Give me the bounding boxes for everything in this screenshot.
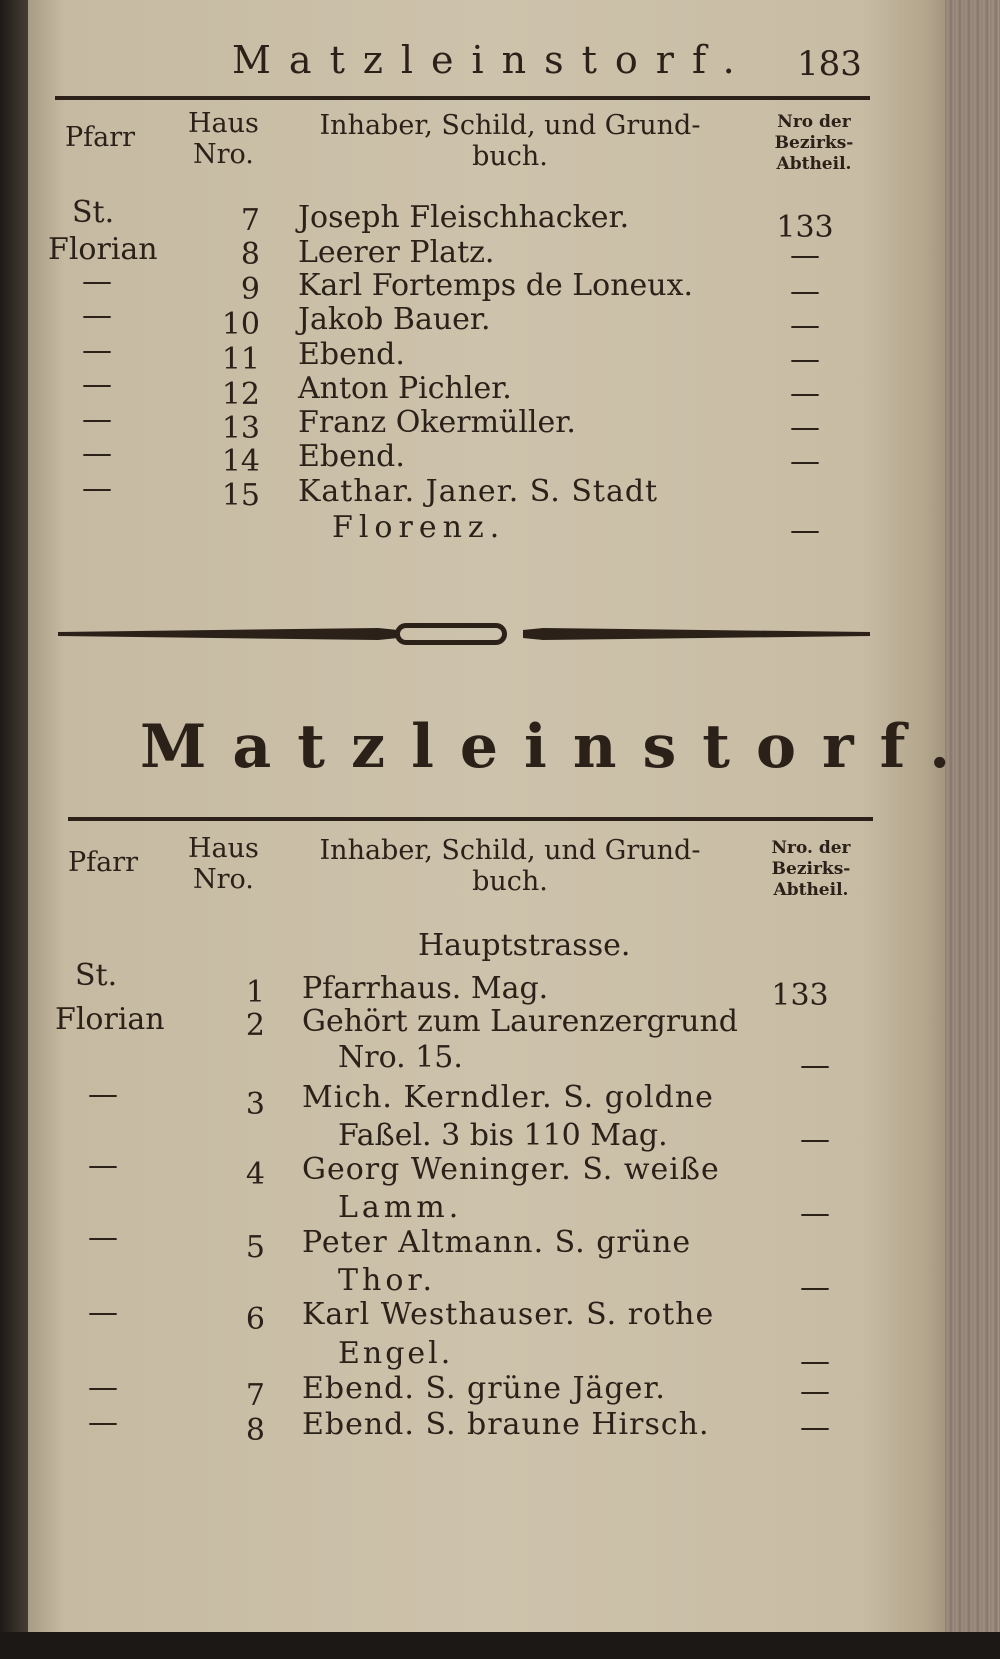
top-row-3-dist: — bbox=[790, 274, 820, 309]
page-bottom-edge bbox=[0, 1632, 1000, 1659]
bottom-row-4-dist: — bbox=[800, 1196, 830, 1231]
top-row-9-name-continued: Florenz. bbox=[332, 510, 506, 545]
bottom-row-7-name: Ebend. S. grüne Jäger. bbox=[302, 1371, 666, 1406]
bottom-row-6-name-continued: Engel. bbox=[338, 1336, 454, 1371]
bottom-row-2-parish: Florian bbox=[55, 1002, 165, 1037]
top-row-9-parish: — bbox=[82, 471, 112, 506]
divider-right-bar bbox=[523, 628, 870, 640]
col-header-owner-line1: Inhaber, Schild, und Grund- bbox=[319, 110, 701, 141]
col-header-owner-2-line2: buch. bbox=[472, 866, 548, 897]
bottom-row-3-name: Mich. Kerndler. S. goldne bbox=[302, 1080, 714, 1115]
top-row-7-parish: — bbox=[82, 402, 112, 437]
bottom-row-2-name: Gehört zum Laurenzergrund bbox=[302, 1004, 738, 1039]
bottom-row-4-name: Georg Weninger. S. weiße bbox=[302, 1152, 720, 1187]
bottom-row-1-name: Pfarrhaus. Mag. bbox=[302, 971, 549, 1006]
top-row-1-dist: 133 bbox=[776, 210, 834, 245]
col-header-owner-line2: buch. bbox=[472, 141, 548, 172]
col-header-owner-2 bbox=[300, 835, 720, 897]
bottom-row-5-parish: — bbox=[88, 1220, 118, 1255]
bottom-row-3-parish: — bbox=[88, 1077, 118, 1112]
col-header-district-line2: Bezirks- bbox=[774, 133, 854, 153]
col-header-house-line1: Haus bbox=[188, 108, 259, 139]
top-row-7-name: Franz Okermüller. bbox=[298, 405, 576, 440]
top-row-7-dist: — bbox=[790, 410, 820, 445]
top-row-8-name: Ebend. bbox=[298, 439, 405, 474]
top-row-3-name: Karl Fortemps de Loneux. bbox=[298, 268, 694, 303]
top-row-2-dist: — bbox=[790, 238, 820, 273]
col-header-house-2-line2: Nro. bbox=[192, 864, 254, 895]
col-header-district-2-line3: Abtheil. bbox=[773, 880, 849, 900]
top-row-2-parish: Florian bbox=[48, 232, 158, 267]
top-row-1-parish: St. bbox=[72, 195, 115, 230]
bottom-row-2-name-continued: Nro. 15. bbox=[338, 1040, 463, 1075]
divider-left-bar bbox=[58, 628, 398, 640]
top-row-3-num: 9 bbox=[240, 272, 260, 307]
top-row-4-dist: — bbox=[790, 308, 820, 343]
bottom-row-6-name: Karl Westhauser. S. rothe bbox=[302, 1297, 715, 1332]
col-header-district-2-line2: Bezirks- bbox=[771, 859, 851, 879]
col-header-parish: Pfarr bbox=[65, 122, 136, 153]
top-row-8-parish: — bbox=[82, 436, 112, 471]
col-header-district-2-line1: Nro. der bbox=[771, 838, 851, 858]
page-gutter bbox=[0, 0, 30, 1659]
bottom-row-4-parish: — bbox=[88, 1148, 118, 1183]
bottom-row-8-num: 8 bbox=[245, 1413, 265, 1448]
top-row-5-parish: — bbox=[82, 333, 112, 368]
top-row-1-name: Joseph Fleischhacker. bbox=[298, 200, 630, 235]
bottom-row-1-num: 1 bbox=[245, 975, 265, 1010]
col-header-owner-2-line1: Inhaber, Schild, und Grund- bbox=[319, 835, 701, 866]
top-row-9-dist: — bbox=[790, 513, 820, 548]
bottom-row-5-dist: — bbox=[800, 1270, 830, 1305]
bottom-row-4-name-continued: Lamm. bbox=[338, 1190, 463, 1225]
bottom-row-7-num: 7 bbox=[245, 1378, 265, 1413]
col-header-owner bbox=[300, 110, 720, 172]
bottom-row-6-parish: — bbox=[88, 1295, 118, 1330]
bottom-row-6-num: 6 bbox=[245, 1302, 265, 1337]
bottom-row-4-num: 4 bbox=[245, 1157, 265, 1192]
top-row-5-num: 11 bbox=[221, 342, 260, 377]
top-row-8-dist: — bbox=[790, 444, 820, 479]
header-rule-top bbox=[55, 96, 870, 100]
bottom-row-5-num: 5 bbox=[245, 1230, 265, 1265]
header-rule-bottom bbox=[68, 817, 873, 821]
col-header-district bbox=[758, 112, 870, 175]
bottom-row-2-num: 2 bbox=[245, 1008, 265, 1043]
top-row-5-name: Ebend. bbox=[298, 337, 405, 372]
top-row-6-parish: — bbox=[82, 367, 112, 402]
bottom-row-1-parish: St. bbox=[75, 958, 118, 993]
bottom-row-3-name-continued: Faßel. 3 bis 110 Mag. bbox=[338, 1118, 668, 1153]
col-header-house-2-line1: Haus bbox=[188, 833, 259, 864]
bottom-row-3-num: 3 bbox=[245, 1087, 265, 1122]
top-row-6-name: Anton Pichler. bbox=[298, 371, 512, 406]
top-row-7-num: 13 bbox=[221, 411, 260, 446]
bottom-row-3-dist: — bbox=[800, 1122, 830, 1157]
bottom-row-1-dist: 133 bbox=[771, 978, 829, 1013]
section-title: Matzleinstorf. bbox=[140, 712, 977, 782]
bottom-row-5-name-continued: Thor. bbox=[338, 1263, 436, 1298]
running-head: Matzleinstorf. bbox=[232, 38, 753, 82]
top-row-8-num: 14 bbox=[221, 444, 260, 479]
col-header-house-line2: Nro. bbox=[192, 139, 254, 170]
top-row-4-parish: — bbox=[82, 298, 112, 333]
col-header-district-line3: Abtheil. bbox=[776, 154, 852, 174]
top-row-1-num: 7 bbox=[240, 203, 260, 238]
bottom-row-8-name: Ebend. S. braune Hirsch. bbox=[302, 1407, 710, 1442]
bottom-row-6-dist: — bbox=[800, 1344, 830, 1379]
col-header-house-2 bbox=[188, 833, 259, 895]
divider-center-ornament bbox=[395, 623, 507, 645]
col-header-district-line1: Nro der bbox=[777, 112, 851, 132]
bottom-row-8-dist: — bbox=[800, 1410, 830, 1445]
bottom-row-8-parish: — bbox=[88, 1405, 118, 1440]
bottom-row-7-parish: — bbox=[88, 1370, 118, 1405]
page-number: 183 bbox=[797, 44, 862, 84]
top-row-4-name: Jakob Bauer. bbox=[298, 302, 491, 337]
top-row-5-dist: — bbox=[790, 342, 820, 377]
top-row-9-name: Kathar. Janer. S. Stadt bbox=[298, 474, 659, 509]
street-heading: Hauptstrasse. bbox=[418, 928, 631, 963]
bottom-row-2-dist: — bbox=[800, 1048, 830, 1083]
top-row-3-parish: — bbox=[82, 264, 112, 299]
col-header-district-2 bbox=[752, 838, 870, 901]
top-row-9-num: 15 bbox=[221, 478, 260, 513]
page-fore-edge bbox=[945, 0, 1000, 1659]
col-header-parish-2: Pfarr bbox=[68, 847, 139, 878]
top-row-6-num: 12 bbox=[221, 377, 260, 412]
top-row-6-dist: — bbox=[790, 376, 820, 411]
bottom-row-7-dist: — bbox=[800, 1374, 830, 1409]
col-header-house bbox=[188, 108, 259, 170]
top-row-2-name: Leerer Platz. bbox=[298, 235, 495, 270]
top-row-2-num: 8 bbox=[240, 237, 260, 272]
bottom-row-5-name: Peter Altmann. S. grüne bbox=[302, 1225, 692, 1260]
top-row-4-num: 10 bbox=[221, 307, 260, 342]
